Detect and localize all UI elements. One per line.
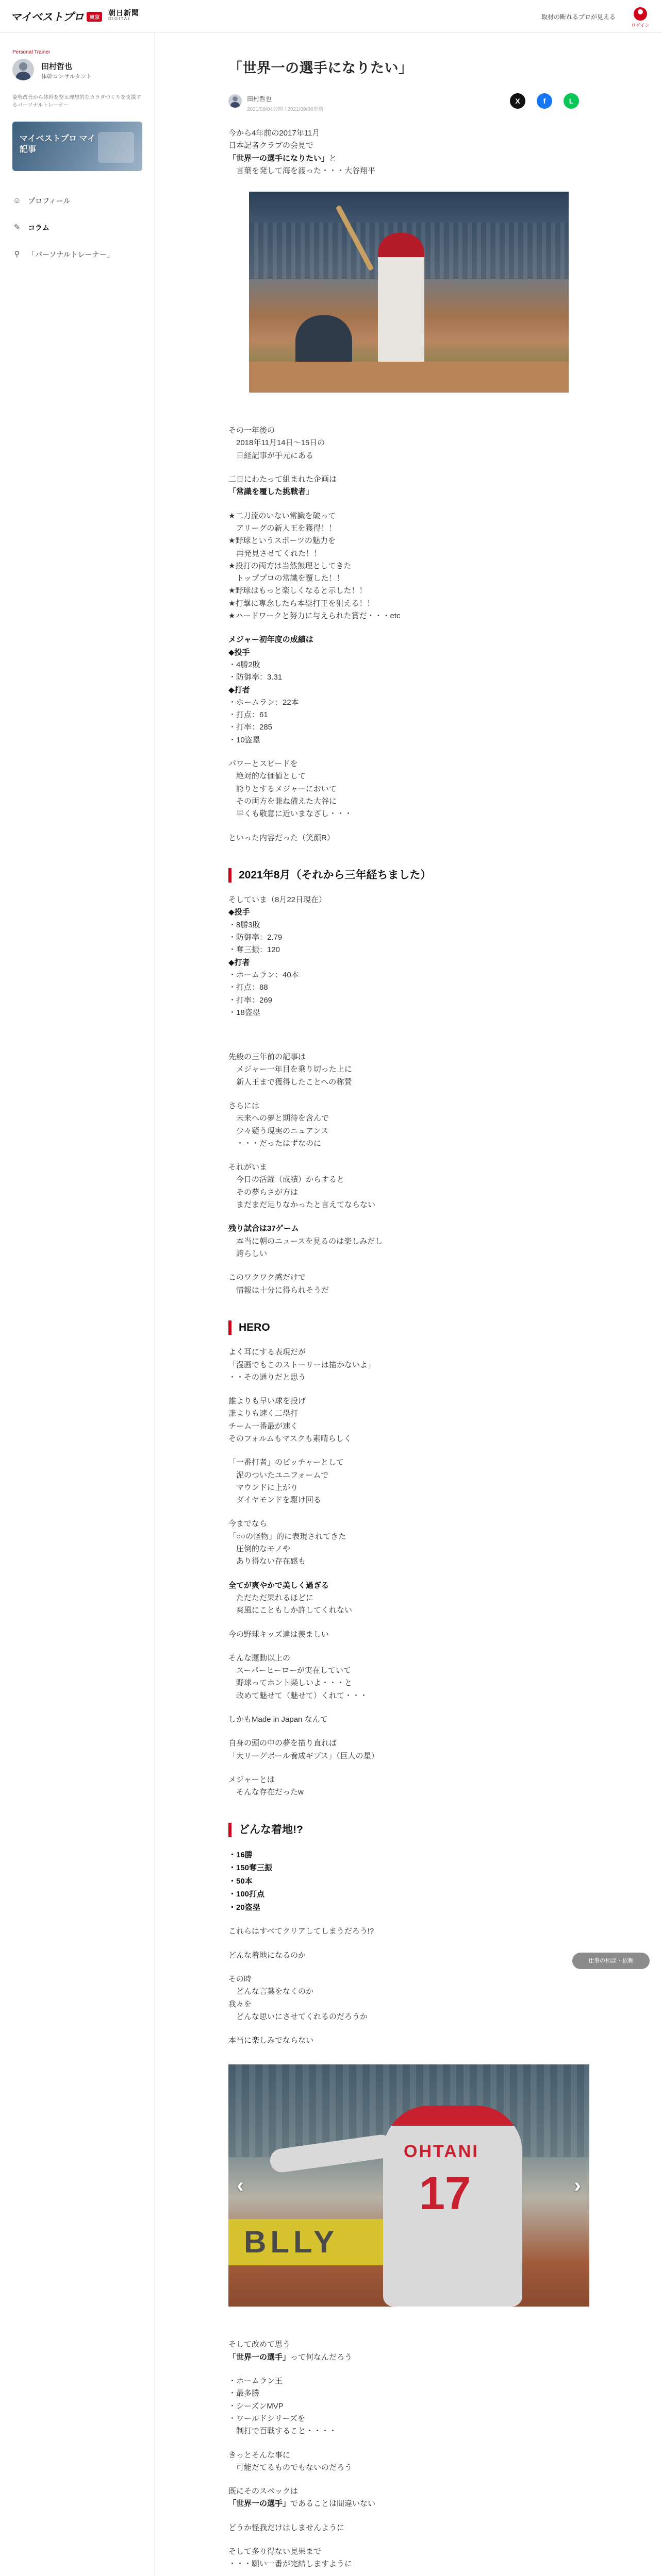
sidebar bbox=[0, 33, 155, 2576]
profile-description: 姿勢改善から体幹を整え理想的なカラダづくりを支援するパーソナルトレーナー bbox=[12, 95, 141, 108]
author-name[interactable]: 田村哲也 bbox=[247, 95, 272, 103]
carousel-signboard: BLLY bbox=[228, 2219, 445, 2265]
stats-subhead: ◆投手 bbox=[228, 908, 250, 917]
paragraph-heading: 残り試合は37ゲーム bbox=[228, 1224, 299, 1233]
paragraph: 今の野球キッズ達は羨ましい bbox=[228, 1630, 329, 1639]
site-logo[interactable] bbox=[10, 9, 102, 24]
region-badge: 東京 bbox=[87, 12, 102, 22]
paragraph: そんな運動以上の スーパーヒーローが実在していて 野球ってホント楽しいよ・・・と 改めて魅せて（魅せて）くれて・・・ bbox=[228, 1653, 368, 1700]
login-label: ログイン bbox=[631, 23, 650, 28]
logo-text[interactable]: マイベストプロ bbox=[10, 11, 84, 23]
stats-list: ・ホームラン：40本 ・打点：88 ・打率：269 ・18盗塁 bbox=[228, 970, 299, 1017]
paragraph: 本当に朝のニュースを見るのは楽しみだし 誇らしい bbox=[236, 1236, 383, 1258]
paragraph-bold: 「世界一の選手」 bbox=[228, 2499, 291, 2509]
list-item: ・16勝 bbox=[228, 1850, 253, 1859]
person-icon: ☺ bbox=[13, 196, 21, 205]
paragraph: よく耳にする表現だが 「漫画でもこのストーリーは描かないよ」 ・・その通りだと思う bbox=[228, 1348, 376, 1382]
partner-logo[interactable] bbox=[108, 9, 139, 21]
page-title: 「世界一の選手になりたい」 bbox=[228, 60, 413, 76]
stats-block bbox=[228, 647, 589, 747]
intro-quote: 「世界一の選手になりたい」 bbox=[228, 154, 329, 163]
header-link[interactable]: 取材の断れるプロが見える bbox=[541, 13, 616, 21]
paragraph-heading: 全てが爽やかで美しく過ぎる bbox=[228, 1581, 329, 1590]
user-icon bbox=[634, 7, 647, 21]
paragraph-bold: 「常識を覆した挑戦者」 bbox=[228, 487, 314, 497]
intro-rest: と 言葉を発して海を渡った・・・大谷翔平 bbox=[236, 154, 376, 175]
sidebar-profile[interactable] bbox=[12, 59, 141, 90]
intro-paragraph bbox=[228, 127, 589, 177]
login-button[interactable] bbox=[630, 7, 651, 28]
sidebar-item-profile[interactable] bbox=[12, 188, 141, 214]
sidebar-item-column[interactable] bbox=[12, 214, 141, 241]
banner-text: マイベストプロ マイ記事 bbox=[20, 134, 96, 154]
sidebar-item-label: 「パーソナルトレーナー」 bbox=[28, 250, 114, 259]
paragraph: ★二刀流のいない常識を破って アリーグの新人王を獲得！！ ★野球というスポーツの魅力を 再発見させてくれた！！ ★投打の両方は当然無理としてきた トッププロの常識を覆した！！ ★野球はもっと楽しくなると示した！！ ★打撃に専念したら本塁打王を狙える！！ ★ハードワークと努力に与えられた賞だ・・・etc bbox=[228, 511, 401, 621]
stats-subhead: ◆打者 bbox=[228, 958, 250, 967]
share-buttons bbox=[510, 93, 579, 109]
paragraph: どんな着地になるのか bbox=[228, 1951, 306, 1960]
consult-button[interactable]: 仕事の相談・依頼 bbox=[572, 1953, 650, 1969]
paragraph: きっとそんな事に 可能だてるものでもないのだろう bbox=[228, 2450, 353, 2472]
stats-subhead: ◆打者 bbox=[228, 685, 250, 694]
paragraph: 誰よりも早い球を投げ 誰よりも速く二塁打 チーム一番最が速く そのフォルムもマスクも素晴らしく bbox=[228, 1397, 352, 1443]
carousel-prev-icon[interactable]: ‹ bbox=[237, 2174, 244, 2197]
paragraph-text: であることは間違いない bbox=[290, 2499, 376, 2509]
jersey-name: OHTANI bbox=[404, 2142, 479, 2162]
pen-icon: ✎ bbox=[13, 223, 21, 232]
photo-ground bbox=[249, 362, 569, 393]
paragraph: さらには 未来への夢と期待を含んで 少々疑う現実のニュアンス ・・・だったはずなのに bbox=[228, 1101, 329, 1148]
stats-list: ・4勝2敗 ・防御率：3.31 bbox=[228, 660, 283, 682]
stats-subhead: ◆投手 bbox=[228, 648, 250, 657]
paragraph: どうか怪我だけはしませんように bbox=[228, 2523, 345, 2532]
paragraph: その一年後の 2018年11月14日〜15日の 日経記事が手元にある bbox=[228, 426, 325, 460]
share-facebook-button[interactable]: f bbox=[537, 93, 552, 109]
paragraph: パワーとスピードを 絶対的な価値として 誇りとするメジャーにおいて その両方を兼ね備えた大谷に 早くも敬意に近いまなざし・・・ bbox=[228, 759, 353, 819]
list-item: ・100打点 bbox=[228, 1890, 265, 1899]
paragraph: 「一番打者」のピッチャーとして 泥のついたユニフォームで マウンドに上がり ダイヤモンドを駆け回る bbox=[228, 1458, 344, 1505]
article bbox=[228, 33, 589, 2571]
article-photo-batting bbox=[249, 192, 569, 393]
paragraph: そして多り得ない見果まで ・・・願い一番が完結しますように bbox=[228, 2547, 353, 2569]
sidebar-item-label: プロフィール bbox=[28, 197, 71, 205]
site-header bbox=[0, 0, 662, 33]
author-avatar[interactable] bbox=[228, 94, 242, 108]
paragraph: このワクワク感だけで 情報は十分に得られそうだ bbox=[228, 1273, 329, 1295]
paragraph-heading: メジャー初年度の成績は bbox=[228, 635, 313, 645]
partner-sub: DIGITAL bbox=[108, 16, 131, 21]
paragraph: その時 どんな言葉をなくのか 我々を どんな思いにさせてくれるのだろうか bbox=[228, 1974, 368, 2021]
section-heading: どんな着地!? bbox=[228, 1823, 589, 1837]
banner-image bbox=[98, 132, 134, 163]
share-line-button[interactable]: L bbox=[564, 93, 579, 109]
stats-block bbox=[228, 894, 589, 1019]
paragraph: しかもMade in Japan なんて bbox=[228, 1715, 328, 1724]
share-x-button[interactable]: X bbox=[510, 93, 525, 109]
paragraph: メジャーとは そんな存在だったw bbox=[228, 1775, 304, 1797]
paragraph-text: そして改めて思う bbox=[228, 2340, 291, 2349]
list-item: ・20盗塁 bbox=[228, 1903, 260, 1912]
stats-list: ・8勝3敗 ・防御率：2.79 ・奪三振：120 bbox=[228, 920, 283, 955]
paragraph: ただただ果れるほどに 爽風にこともしか許してくれない bbox=[236, 1593, 353, 1615]
paragraph: といった内容だった（笑顔R） bbox=[228, 833, 335, 842]
paragraph bbox=[228, 473, 589, 499]
profile-name[interactable]: 田村哲也 bbox=[41, 62, 73, 71]
profile-role: 体幹コンサルタント bbox=[41, 74, 92, 80]
paragraph: それがいま 今日の活躍（成績）からすると その夢らさが方は まだまだ足りなかったと言えてならない bbox=[228, 1163, 376, 1210]
partner-name: 朝日新聞 bbox=[108, 9, 139, 17]
section-heading: 2021年8月（それから三年経ちました） bbox=[228, 868, 589, 883]
list-item: ・50本 bbox=[228, 1876, 253, 1886]
jersey-number: 17 bbox=[419, 2168, 471, 2220]
sidebar-item-trainer[interactable] bbox=[12, 241, 141, 268]
section-heading: HERO bbox=[228, 1320, 589, 1335]
sidebar-menu bbox=[12, 188, 141, 268]
goal-list bbox=[228, 1849, 589, 1914]
link-icon: ⚲ bbox=[14, 250, 20, 259]
carousel-next-icon[interactable]: › bbox=[574, 2174, 581, 2197]
paragraph bbox=[228, 2485, 589, 2511]
list-item: ・150奪三振 bbox=[228, 1863, 273, 1873]
sidebar-item-label: コラム bbox=[28, 224, 49, 232]
sidebar-category: Personal Trainer bbox=[12, 49, 51, 55]
author-row bbox=[228, 93, 589, 116]
paragraph-bold: 「世界一の選手」 bbox=[228, 2352, 291, 2362]
intro-text: 今から4年前の2017年11月 日本記者クラブの会見で bbox=[228, 129, 320, 150]
photo-batter bbox=[378, 233, 424, 367]
paragraph: これらはすべてクリアしてしまうだろう!? bbox=[228, 1927, 374, 1936]
publish-dates: 2021/09/04公開 / 2021/09/06更新 bbox=[247, 107, 324, 112]
paragraph-text: そしていま（8月22日現在） bbox=[228, 895, 327, 905]
photo-carousel[interactable] bbox=[228, 2064, 589, 2307]
paragraph-text: って何なんだろう bbox=[290, 2352, 353, 2362]
paragraph-text: 二日にわたって組まれた企画は bbox=[228, 475, 337, 484]
paragraph: 先般の三年前の記事は メジャー一年目を乗り切った上に 新人王まで獲得したことへの称賛 bbox=[228, 1053, 352, 1087]
paragraph-text: 既にそのスペックは bbox=[228, 2487, 299, 2496]
paragraph: ・ホームラン王 ・最多勝 ・シーズンMVP ・ワールドシリーズを 制打で百戦すること・・・・ bbox=[228, 2377, 337, 2436]
avatar[interactable] bbox=[12, 59, 34, 80]
paragraph bbox=[228, 2338, 589, 2364]
paragraph: 自身の頭の中の夢を描り直れば 「大リーグボール養成ギブス」（巨人の星） bbox=[228, 1739, 379, 1760]
paragraph: 今までなら 「○○の怪物」的に表現されてきた 圧倒的なモノや あり得ない存在感も bbox=[228, 1519, 346, 1566]
sidebar-banner[interactable] bbox=[12, 122, 142, 171]
stats-list: ・ホームラン：22本 ・打点：61 ・打率：285 ・10盗塁 bbox=[228, 698, 299, 744]
paragraph: 本当に楽しみでならない bbox=[228, 2036, 314, 2045]
